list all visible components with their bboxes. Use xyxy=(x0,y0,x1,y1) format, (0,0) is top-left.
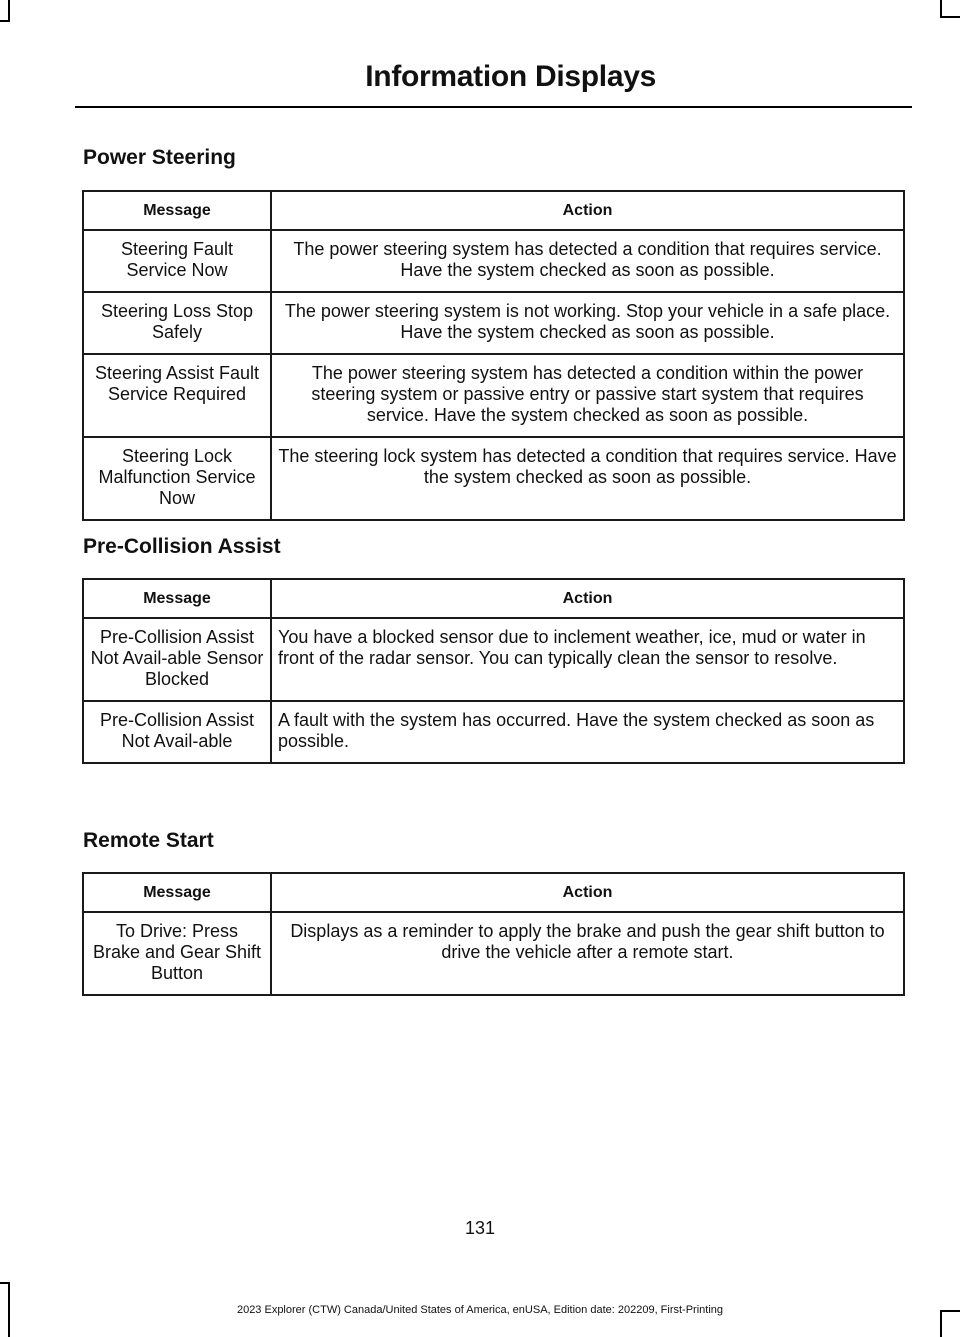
column-header-action: Action xyxy=(271,873,904,912)
power-steering-table xyxy=(82,190,905,521)
pre-collision-assist-table xyxy=(82,578,905,764)
table-header-row xyxy=(83,579,904,618)
section-title-power-steering: Power Steering xyxy=(83,146,236,169)
page-number: 131 xyxy=(464,1218,496,1238)
table-row xyxy=(83,437,904,520)
remote-start-table xyxy=(82,872,905,996)
footer-edition-info: 2023 Explorer (CTW) Canada/United States of America, enUSA, Edition date: 202209, First-Printing xyxy=(236,1304,724,1316)
column-header-message: Message xyxy=(83,873,271,912)
table-row xyxy=(83,354,904,437)
column-header-message: Message xyxy=(83,579,271,618)
action-cell: The power steering system has detected a condition within the power steering system or passive entry or passive start system that requires service. Have the system checked as soon as possible. xyxy=(271,354,904,437)
action-cell: A fault with the system has occurred. Have the system checked as soon as possible. xyxy=(271,701,904,763)
message-cell: Steering Lock Malfunction Service Now xyxy=(83,437,271,520)
table-row xyxy=(83,912,904,995)
table-row xyxy=(83,230,904,292)
action-cell: The power steering system is not working. Stop your vehicle in a safe place. Have the system checked as soon as possible. xyxy=(271,292,904,354)
table-row xyxy=(83,701,904,763)
action-cell: You have a blocked sensor due to inclement weather, ice, mud or water in front of the radar sensor. You can typically clean the sensor to resolve. xyxy=(271,618,904,701)
header-divider xyxy=(75,106,912,108)
action-cell: The power steering system has detected a condition that requires service. Have the system checked as soon as possible. xyxy=(271,230,904,292)
message-cell: Pre-Collision Assist Not Avail-able Sensor Blocked xyxy=(83,618,271,701)
table-header-row xyxy=(83,873,904,912)
table-row xyxy=(83,292,904,354)
crop-mark xyxy=(0,20,10,22)
message-cell: Pre-Collision Assist Not Avail-able xyxy=(83,701,271,763)
action-cell: The steering lock system has detected a condition that requires service. Have the system checked as soon as possible. xyxy=(271,437,904,520)
table-header-row xyxy=(83,191,904,230)
section-title-remote-start: Remote Start xyxy=(83,829,214,852)
message-cell: Steering Assist Fault Service Required xyxy=(83,354,271,437)
table-row xyxy=(83,618,904,701)
message-cell: Steering Fault Service Now xyxy=(83,230,271,292)
section-title-pre-collision-assist: Pre-Collision Assist xyxy=(83,535,281,558)
crop-mark xyxy=(8,0,10,22)
column-header-message: Message xyxy=(83,191,271,230)
message-cell: Steering Loss Stop Safely xyxy=(83,292,271,354)
column-header-action: Action xyxy=(271,191,904,230)
action-cell: Displays as a reminder to apply the brake and push the gear shift button to drive the vehicle after a remote start. xyxy=(271,912,904,995)
crop-mark xyxy=(0,1282,10,1284)
page-header-title: Information Displays xyxy=(365,60,656,93)
crop-mark xyxy=(940,16,960,18)
column-header-action: Action xyxy=(271,579,904,618)
message-cell: To Drive: Press Brake and Gear Shift Button xyxy=(83,912,271,995)
